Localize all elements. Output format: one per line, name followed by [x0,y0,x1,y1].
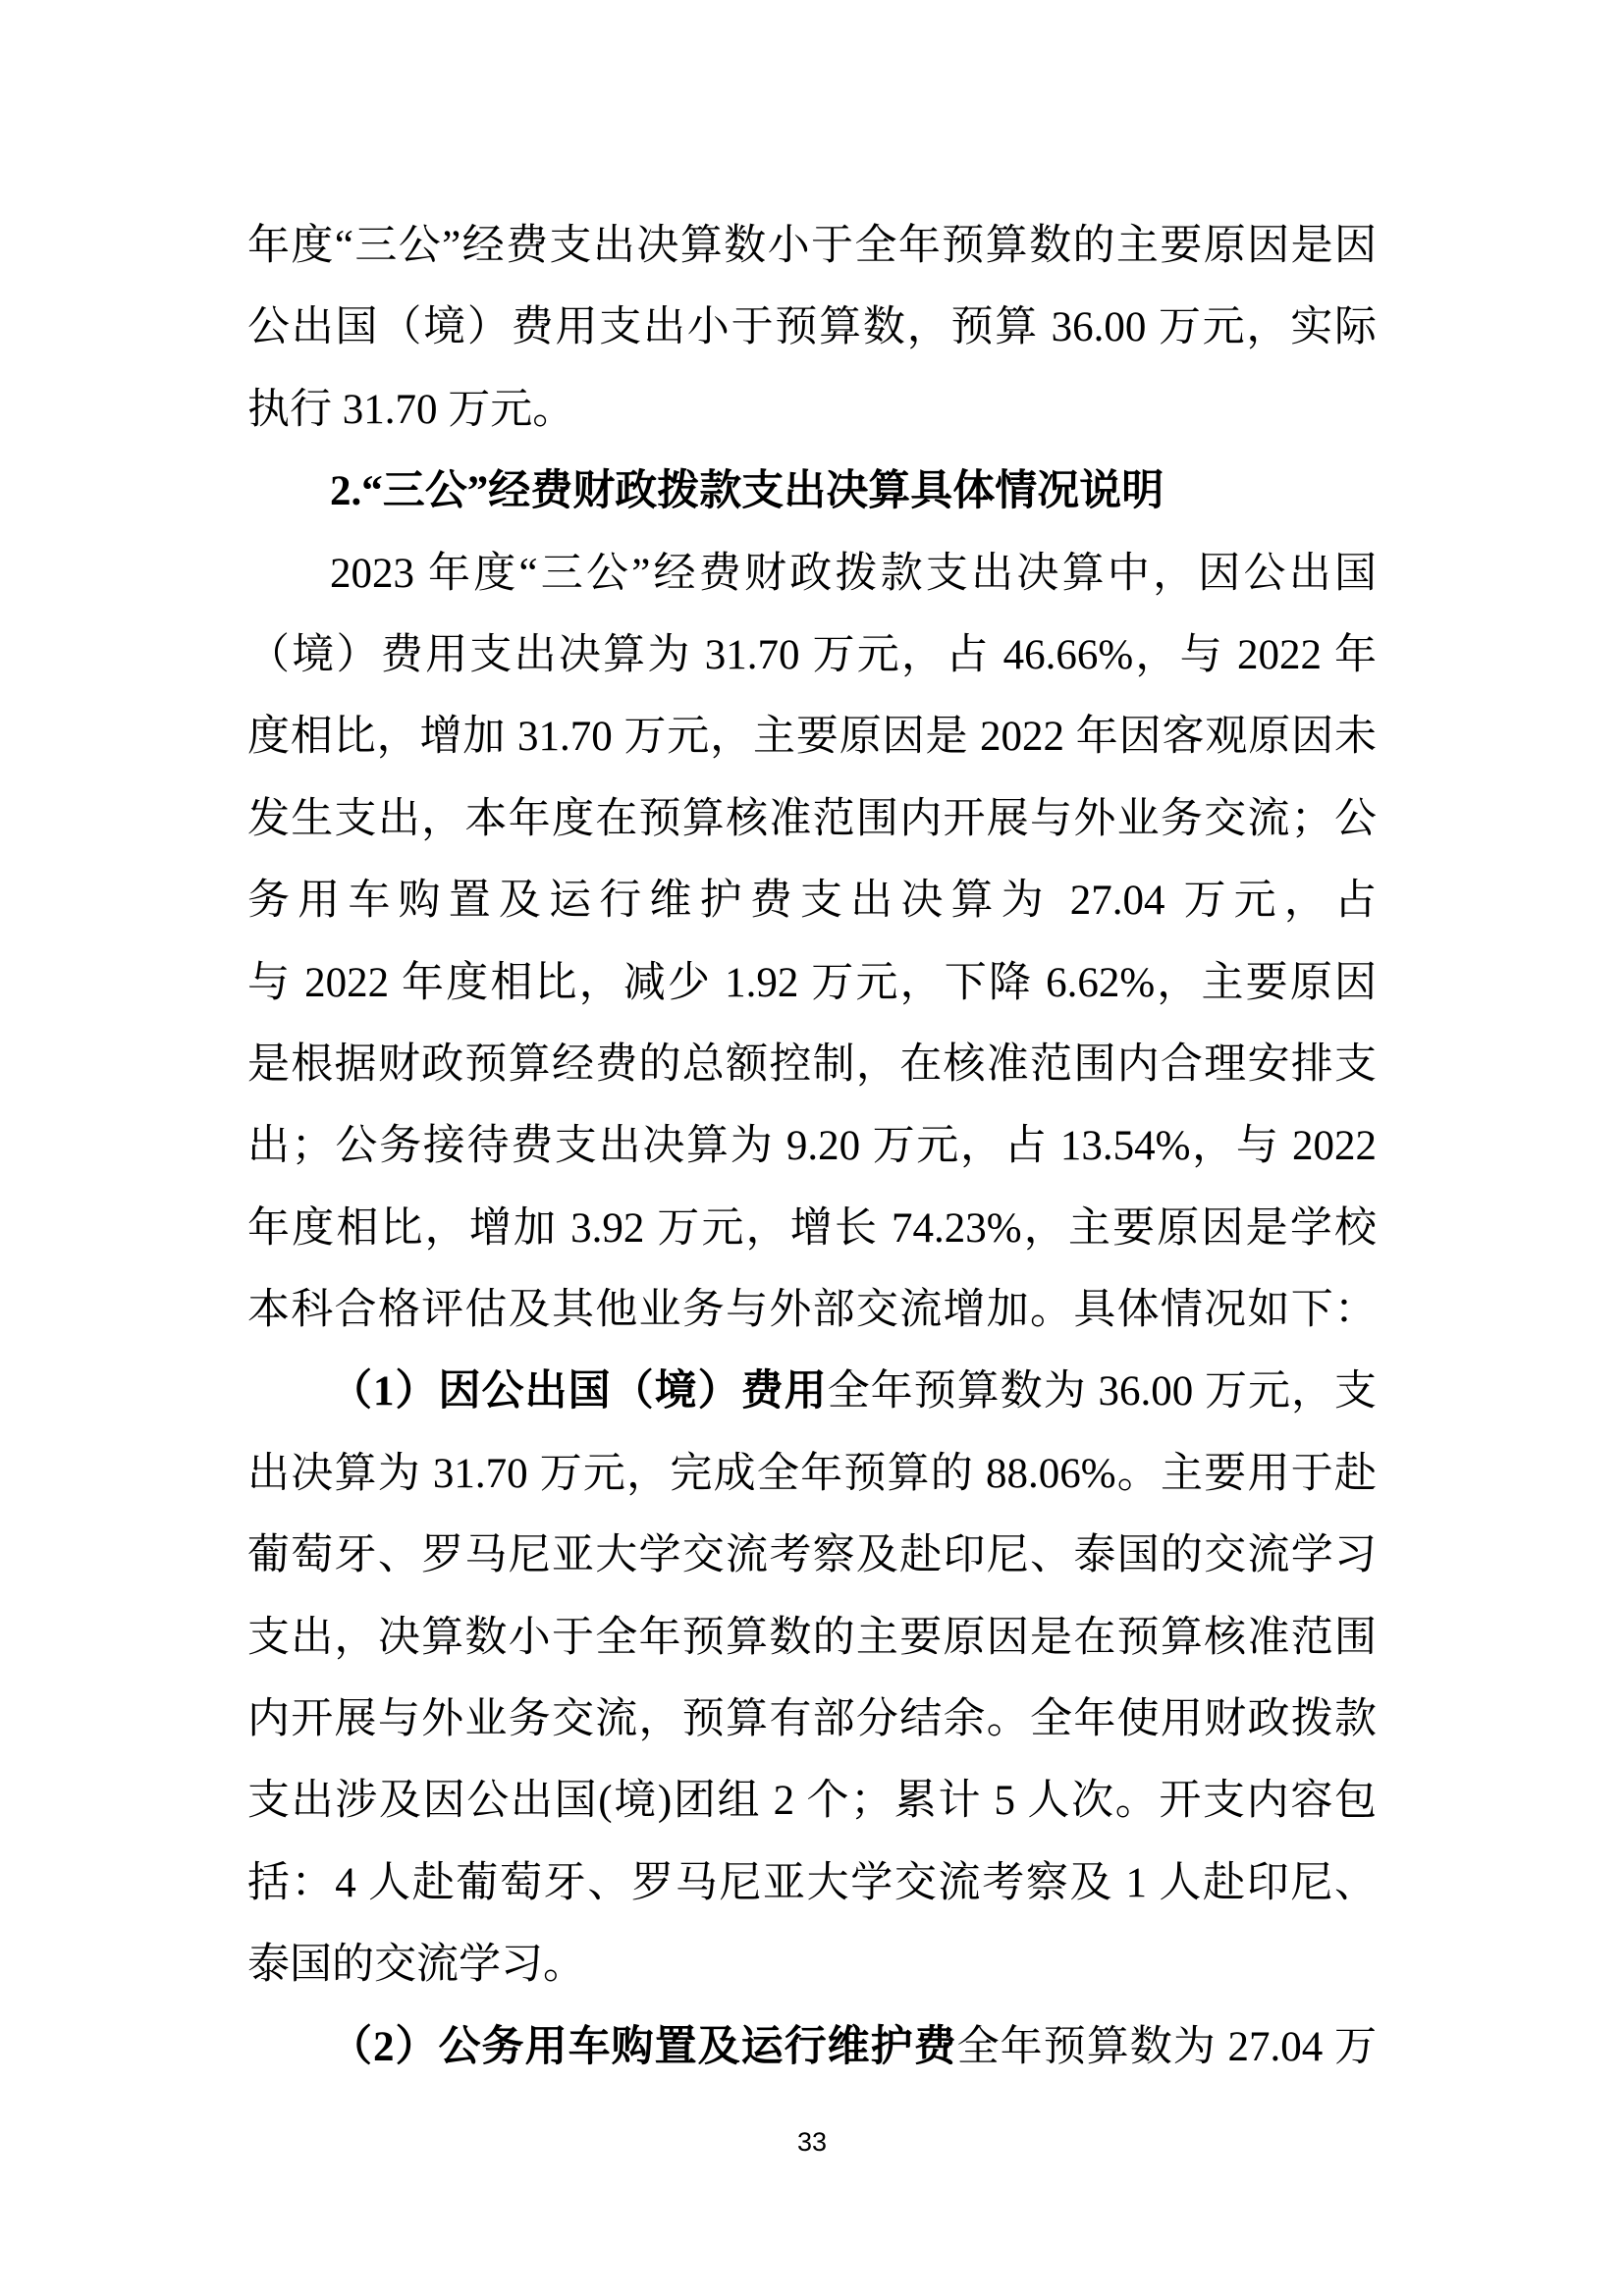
section-heading: 2.“三公”经费财政拨款支出决算具体情况说明 [330,468,1164,515]
text-line: 发生支出，本年度在预算核准范围内开展与外业务交流；公 [247,795,1377,842]
text-line [247,1351,1377,1432]
text-line: 支出涉及因公出国(境)团组 2 个；累计 5 人次。开支内容包 [247,1778,1377,1825]
item-2-heading: （2）公务用车购置及运行维护费 [330,2023,957,2070]
page-number: 33 [796,2127,828,2157]
text-line: 务用车购置及运行维护费支出决算为 27.04 万元，占 [247,878,1377,925]
text-line: 执行 31.70 万元。 [247,386,575,433]
text-line: （境）费用支出决算为 31.70 万元，占 46.66%，与 2022 年 [247,631,1377,678]
text-line: 年度相比，增加 3.92 万元，增长 74.23%，主要原因是学校 [247,1204,1377,1252]
text-line: 出；公务接待费支出决算为 9.20 万元，占 13.54%，与 2022 [247,1123,1377,1170]
text-line: 括：4 人赴葡萄牙、罗马尼亚大学交流考察及 1 人赴印尼、 [247,1859,1377,1906]
text-line: 年度“三公”经费支出决算数小于全年预算数的主要原因是因 [247,223,1377,269]
text-line: 是根据财政预算经费的总额控制，在核准范围内合理安排支 [247,1041,1377,1088]
text-line [247,2006,1377,2088]
document-body [247,205,1377,2088]
text-line: 葡萄牙、罗马尼亚大学交流考察及赴印尼、泰国的交流学习 [247,1532,1377,1579]
text-line: 出决算为 31.70 万元，完成全年预算的 88.06%。主要用于赴 [247,1450,1377,1497]
text-line: 内开展与外业务交流，预算有部分结余。全年使用财政拨款 [247,1696,1377,1743]
text-line: 与 2022 年度相比，减少 1.92 万元，下降 6.62%，主要原因 [247,959,1377,1006]
text-line: 本科合格评估及其他业务与外部交流增加。具体情况如下： [247,1287,1377,1334]
text-line: 支出，决算数小于全年预算数的主要原因是在预算核准范围 [247,1614,1377,1661]
text-line: 2023 年度“三公”经费财政拨款支出决算中，因公出国 [330,550,1377,597]
text-line: 泰国的交流学习。 [247,1942,585,1989]
text-line: 公出国（境）费用支出小于预算数，预算 36.00 万元，实际 [247,304,1377,351]
text-segment: 全年预算数为 36.00 万元，支 [827,1368,1377,1415]
text-segment: 全年预算数为 27.04 万 [956,2023,1377,2070]
item-1-heading: （1）因公出国（境）费用 [330,1368,828,1415]
text-line: 度相比，增加 31.70 万元，主要原因是 2022 年因客观原因未 [247,714,1377,761]
